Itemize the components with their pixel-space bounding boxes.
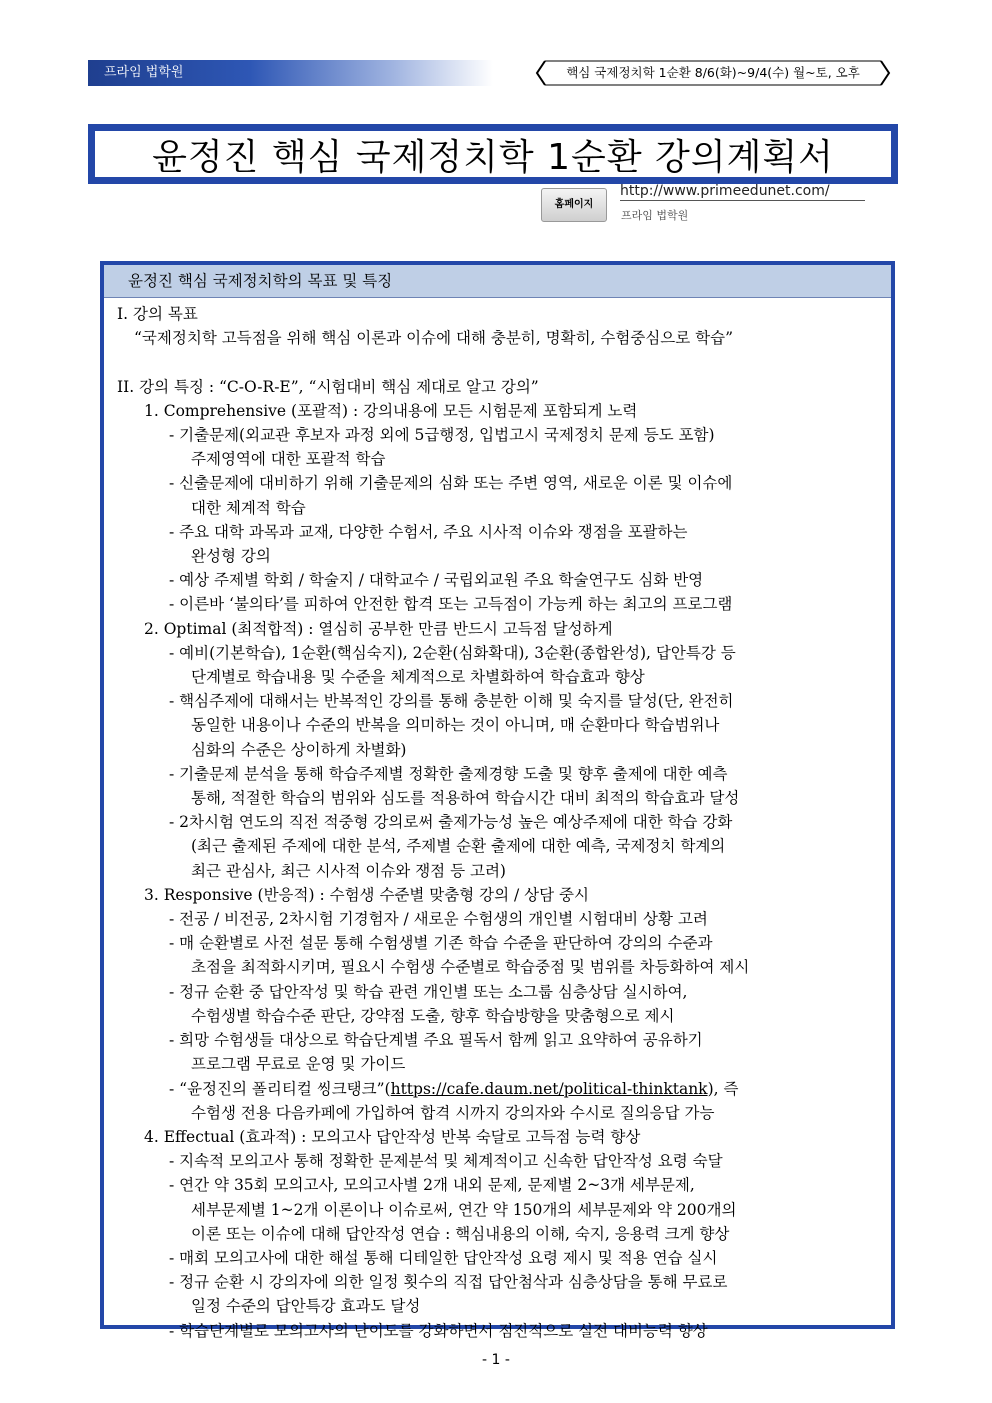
page-number: - 1 - — [482, 1352, 510, 1368]
list-item: - 핵심주제에 대해서는 반복적인 강의를 통해 충분한 이해 및 숙지를 달성(단, 완전히 — [169, 692, 734, 711]
list-item: - 전공 / 비전공, 2차시험 기경험자 / 새로운 수험생의 개인별 시험대비 상황 고려 — [169, 910, 708, 929]
list-item: 최근 관심사, 최근 시사적 이슈와 쟁점 등 고려) — [191, 861, 506, 880]
list-item: 주제영역에 대한 포괄적 학습 — [191, 450, 386, 469]
goal-heading: I. 강의 목표 — [117, 305, 198, 323]
list-item: 일정 수준의 답안특강 효과도 달성 — [191, 1297, 421, 1316]
list-item: - 지속적 모의고사 통해 정확한 문제분석 및 체계적이고 신속한 답안작성 요령 숙달 — [169, 1152, 723, 1171]
list-item: - 2차시험 연도의 직전 적중형 강의로써 출제가능성 높은 예상주제에 대한 학습 강화 — [169, 813, 733, 832]
cafe-text-post: ), 즉 — [707, 1079, 739, 1098]
list-item: 통해, 적절한 학습의 범위와 심도를 적용하여 학습시간 대비 최적의 학습효과 달성 — [191, 789, 740, 808]
list-item: - 신출문제에 대비하기 위해 기출문제의 심화 또는 주변 영역, 새로운 이론 및 이슈에 — [169, 474, 733, 493]
feature-heading: II. 강의 특징 : “C-O-R-E”, “시험대비 핵심 제대로 알고 강의” — [117, 377, 539, 396]
list-item: 심화의 수준은 상이하게 차별화) — [191, 740, 407, 759]
cafe-text-pre: - “윤정진의 폴리티컬 씽크탱크”( — [169, 1079, 391, 1098]
feature-responsive: 3. Responsive (반응적) : 수험생 수준별 맞춤형 강의 / 상담 중시 — [144, 885, 589, 904]
blank-line — [117, 350, 891, 374]
list-item: 완성형 강의 — [191, 547, 271, 566]
list-item: - 이른바 ‘불의타’를 피하여 안전한 합격 또는 고득점이 가능케 하는 최고의 프로그램 — [169, 595, 733, 614]
list-item: - 매 순환별로 사전 설문 통해 수험생별 기존 학습 수준을 판단하여 강의의 수준과 — [169, 934, 713, 953]
course-info-banner — [533, 59, 893, 87]
goal-text: “국제정치학 고득점을 위해 핵심 이론과 이슈에 대해 충분히, 명확히, 수험중심으로 학습” — [134, 329, 734, 348]
list-item: - 희망 수험생들 대상으로 학습단계별 주요 필독서 함께 읽고 요약하여 공유하기 — [169, 1031, 703, 1050]
feature-comprehensive: 1. Comprehensive (포괄적) : 강의내용에 모든 시험문제 포함되게 노력 — [144, 401, 638, 420]
course-info-text: 핵심 국제정치학 1순환 8/6(화)~9/4(수) 월~토, 오후 — [566, 65, 860, 80]
academy-tag: 프라임 법학원 — [88, 60, 493, 86]
list-item: 세부문제별 1~2개 이론이나 이슈로써, 연간 약 150개의 세부문제와 약 200개의 — [191, 1200, 737, 1219]
list-item: 수험생 전용 다음카페에 가입하여 합격 시까지 강의자와 수시로 질의응답 가능 — [191, 1103, 715, 1122]
list-item: - 연간 약 35회 모의고사, 모의고사별 2개 내외 문제, 문제별 2~3개 세부문제, — [169, 1176, 695, 1195]
list-item: - 기출문제 분석을 통해 학습주제별 정확한 출제경향 도출 및 향후 출제에 대한 예측 — [169, 764, 728, 783]
list-item: 프로그램 무료로 운영 및 가이드 — [191, 1055, 406, 1074]
list-item: 초점을 최적화시키며, 필요시 수험생 수준별로 학습중점 및 범위를 차등화하여 제시 — [191, 958, 750, 977]
list-item: 단계별로 학습내용 및 수준을 체계적으로 차별화하여 학습효과 향상 — [191, 668, 645, 687]
list-item: 수험생별 학습수준 판단, 강약점 도출, 향후 학습방향을 맞춤형으로 제시 — [191, 1006, 675, 1025]
list-item: - 학습단계별로 모의고사의 난이도를 강화하면서 점진적으로 실전 대비능력 향상 — [169, 1321, 708, 1340]
section-heading: 윤정진 핵심 국제정치학의 목표 및 특징 — [104, 265, 891, 298]
list-item: 이론 또는 이슈에 대해 답안작성 연습 : 핵심내용의 이해, 숙지, 응용력 크게 향상 — [191, 1224, 730, 1243]
feature-optimal: 2. Optimal (최적합적) : 열심히 공부한 만큼 반드시 고득점 달성하게 — [144, 619, 613, 638]
content-box — [100, 261, 895, 1340]
list-item: - 예상 주제별 학회 / 학술지 / 대학교수 / 국립외교원 주요 학술연구도 심화 반영 — [169, 571, 704, 590]
list-item: 대한 체계적 학습 — [191, 498, 306, 517]
homepage-badge[interactable]: 홈페이지 — [541, 188, 607, 222]
list-item: - 정규 순환 시 강의자에 의한 일정 횟수의 직접 답안첨삭과 심층상담을 통해 무료로 — [169, 1273, 728, 1292]
list-item: - 정규 순환 중 답안작성 및 학습 관련 개인별 또는 소그룹 심층상담 실시하여, — [169, 982, 688, 1001]
page-title: 윤정진 핵심 국제정치학 1순환 강의계획서 — [152, 136, 834, 178]
list-item: 동일한 내용이나 수준의 반복을 의미하는 것이 아니며, 매 순환마다 학습범위나 — [191, 716, 720, 735]
content-body — [104, 298, 891, 1343]
feature-effectual: 4. Effectual (효과적) : 모의고사 답안작성 반복 숙달로 고득점 능력 향상 — [144, 1127, 641, 1146]
title-box — [88, 124, 898, 184]
list-item — [117, 1077, 891, 1101]
homepage-subtitle: 프라임 법학원 — [621, 209, 689, 222]
list-item: - 매회 모의고사에 대한 해설 통해 디테일한 답안작성 요령 제시 및 적용 연습 실시 — [169, 1248, 718, 1267]
list-item: - 기출문제(외교관 후보자 과정 외에 5급행정, 입법고시 국제정치 문제 등도 포함) — [169, 426, 715, 445]
cafe-link[interactable]: https://cafe.daum.net/political-thinktank — [390, 1079, 708, 1098]
list-item: - 주요 대학 과목과 교재, 다양한 수험서, 주요 시사적 이슈와 쟁점을 포괄하는 — [169, 522, 688, 541]
homepage-url[interactable]: http://www.primeedunet.com/ — [620, 183, 865, 201]
list-item: - 예비(기본학습), 1순환(핵심숙지), 2순환(심화확대), 3순환(종합완성), 답안특강 등 — [169, 643, 736, 662]
list-item: (최근 출제된 주제에 대한 분석, 주제별 순환 출제에 대한 예측, 국제정치 학계의 — [191, 837, 726, 856]
